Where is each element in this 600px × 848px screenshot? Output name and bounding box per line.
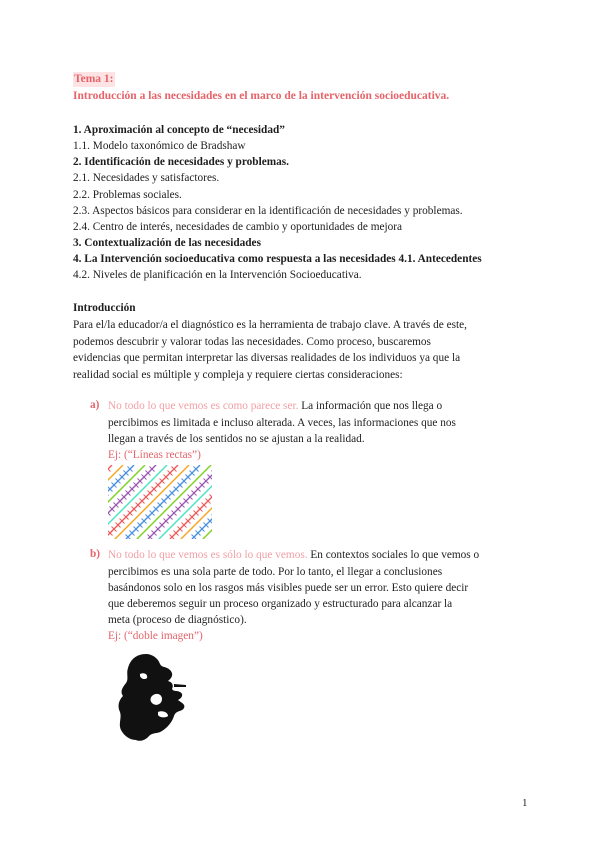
- illusion-tick: [211, 527, 213, 532]
- double-image-silhouette: [112, 652, 188, 744]
- illusion-tick: [161, 467, 166, 472]
- item-b-line: meta (proceso de diagnóstico).: [108, 614, 247, 626]
- item-a-example: Ej: (“Líneas rectas”): [108, 449, 201, 461]
- item-b-line: basándonos solo en los rasgos más visibles puede ser un error. Esto quiere decir: [108, 582, 469, 594]
- item-b-first-line: [108, 547, 479, 564]
- intro-paragraph: [73, 317, 533, 384]
- toc-item: 2.4. Centro de interés, necesidades de cambio y oportunidades de mejora: [73, 221, 403, 233]
- item-a-line: llegan a través de los sentidos no se ajustan a la realidad.: [108, 433, 365, 445]
- toc-item: 2.1. Necesidades y satisfactores.: [73, 172, 220, 184]
- toc-item: 2.2. Problemas sociales.: [73, 189, 182, 201]
- item-b-example: Ej: (“doble imagen”): [108, 630, 203, 642]
- intro-line: evidencias que permitan interpretar las diversas realidades de los individuos ya que la: [73, 352, 461, 365]
- toc-item: 1.1. Modelo taxonómico de Bradshaw: [73, 140, 246, 152]
- item-b-lead: No todo lo que vemos es sólo lo que vemos.: [108, 549, 308, 561]
- toc-item: 1. Aproximación al concepto de “necesidad”: [73, 124, 285, 136]
- illusion-tick: [117, 467, 122, 472]
- toc-item: 4.2. Niveles de planificación en la Intervención Socioeducativa.: [73, 269, 362, 281]
- page-number: 1: [522, 797, 528, 809]
- straight-lines-illusion-image: [108, 465, 212, 539]
- illusion-tick: [139, 467, 144, 472]
- intro-line: podemos descubrir y valorar todas las necesidades. Como proceso, buscaremos: [73, 335, 431, 348]
- intro-line: realidad social es múltiple y compleja y requiere ciertas consideraciones:: [73, 369, 403, 382]
- topic-title: Introducción a las necesidades en el marco de la intervención socioeducativa.: [73, 90, 450, 102]
- toc-item: 2. Identificación de necesidades y problemas.: [73, 156, 290, 168]
- toc-item: 4. La Intervención socioeducativa como respuesta a las necesidades 4.1. Antecedentes: [73, 253, 482, 265]
- illusion-tick: [211, 483, 213, 488]
- item-a-rest: La información que nos llega o: [298, 400, 443, 412]
- item-b-line: que deberemos seguir un proceso organizado y estructurado para alcanzar la: [108, 598, 453, 610]
- toc-item: 3. Contextualización de las necesidades: [73, 237, 261, 249]
- illusion-tick: [183, 467, 188, 472]
- item-b-line: percibimos es una sola parte de todo. Por lo tanto, el llegar a conclusiones: [108, 566, 443, 578]
- illusion-tick: [205, 467, 210, 472]
- item-b-rest: En contextos sociales lo que vemos o: [307, 549, 480, 561]
- item-a-lead: No todo lo que vemos es como parece ser.: [108, 400, 299, 412]
- illusion-line: [126, 465, 200, 539]
- item-a-line: percibimos es limitada e incluso alterada. A veces, las informaciones que nos: [108, 417, 456, 429]
- item-b-marker: b): [90, 548, 101, 560]
- item-a-first-line: [108, 398, 442, 415]
- item-a-marker: a): [90, 399, 100, 411]
- toc-item: 2.3. Aspectos básicos para considerar en la identificación de necesidades y problemas.: [73, 205, 463, 217]
- intro-heading: Introducción: [73, 302, 136, 314]
- topic-label: Tema 1:: [74, 73, 114, 85]
- illusion-line: [170, 465, 212, 539]
- intro-line: Para el/la educador/a el diagnóstico es la herramienta de trabajo clave. A través de este,: [73, 319, 467, 331]
